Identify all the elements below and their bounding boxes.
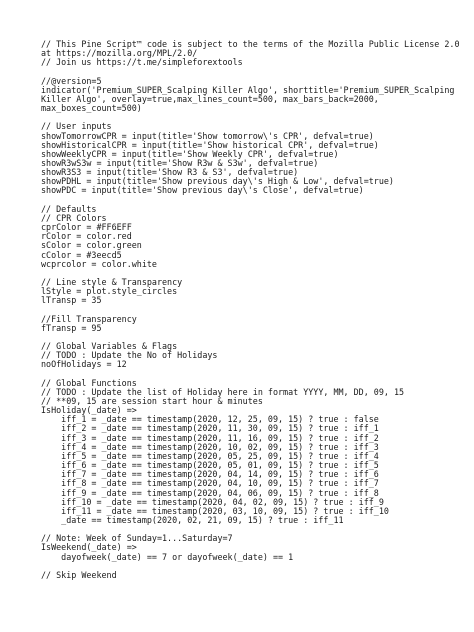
code-line: showR3S3 = input(title='Show R3 & S3', defval=true) <box>41 167 299 178</box>
code-line: // Line style & Transparency <box>41 277 183 287</box>
code-line: iff_3 = _date == timestamp(2020, 11, 16, 09, 15) ? true : iff_2 <box>41 432 379 443</box>
code-line: IsWeekend(_date) => <box>41 542 137 553</box>
code-line: iff_10 = _date == timestamp(2020, 04, 02, 09, 15) ? true : iff_9 <box>41 496 384 507</box>
code-line: max_boxes_count=500) <box>41 103 142 114</box>
code-line: lStyle = plot.style_circles <box>41 286 178 297</box>
code-line: at https://mozilla.org/MPL/2.0/ <box>41 48 198 59</box>
code-line: // This Pine Script™ code is subject to the terms of the Mozilla Public License 2.0 <box>41 39 460 49</box>
code-line: // Defaults <box>41 203 97 214</box>
code-line: fTransp = 95 <box>41 322 102 333</box>
code-line: //@version=5 <box>41 75 102 86</box>
code-line: // **09, 15 are session start hour & minutes <box>41 395 263 406</box>
code-line: iff_6 = _date == timestamp(2020, 05, 01, 09, 15) ? true : iff_5 <box>41 460 379 471</box>
code-line: // Join us https://t.me/simpleforextools <box>41 57 243 68</box>
code-line: _date == timestamp(2020, 02, 21, 09, 15) ? true : iff_11 <box>41 515 344 526</box>
code-line: showR3wS3w = input(title='Show R3w & S3w', defval=true) <box>41 158 319 168</box>
code-line: // Skip Weekend <box>41 569 117 580</box>
code-line: cColor = #3eecd5 <box>41 249 122 260</box>
code-line: showHistoricalCPR = input(title='Show historical CPR', defval=true) <box>41 139 379 150</box>
code-line: iff_8 = _date == timestamp(2020, 04, 10, 09, 15) ? true : iff_7 <box>41 478 379 489</box>
code-line: showTomorrowCPR = input(title='Show tomorrow\'s CPR', defval=true) <box>41 130 374 141</box>
code-line: wcprcolor = color.white <box>41 258 157 269</box>
code-line: // TODO : Update the list of Holiday here in format YYYY, MM, DD, 09, 15 <box>41 386 405 397</box>
code-line: sColor = color.green <box>41 240 142 251</box>
code-line: // Global Functions <box>41 377 137 388</box>
code-line: iff_4 = _date == timestamp(2020, 10, 02, 09, 15) ? true : iff_3 <box>41 441 379 452</box>
code-line: IsHoliday(_date) => <box>41 405 137 416</box>
code-line: iff_7 = _date == timestamp(2020, 04, 14, 09, 15) ? true : iff_6 <box>41 469 379 480</box>
code-line: //Fill Transparency <box>41 313 137 324</box>
code-line: indicator('Premium_SUPER_Scalping Killer Algo', shorttitle='Premium_SUPER_Scalping <box>41 84 455 95</box>
code-line: iff_9 = _date == timestamp(2020, 04, 06, 09, 15) ? true : iff_8 <box>41 487 379 498</box>
code-line: Killer Algo', overlay=true,max_lines_count=500, max_bars_back=2000, <box>41 93 379 104</box>
code-line: noOfHolidays = 12 <box>41 359 127 370</box>
code-line: // TODO : Update the No of Holidays <box>41 350 218 361</box>
code-line <box>41 196 466 205</box>
code-line: cprColor = #FF6EFF <box>41 222 132 233</box>
code-line: showWeeklyCPR = input(title='Show Weekly CPR', defval=true) <box>41 148 339 159</box>
code-line: showPDC = input(title='Show previous day\'s Close', defval=true) <box>41 185 364 196</box>
code-line: iff_11 = _date == timestamp(2020, 03, 10, 09, 15) ? true : iff_10 <box>41 505 389 516</box>
code-line: // User inputs <box>41 121 112 132</box>
code-line: lTransp = 35 <box>41 295 102 306</box>
code-line: dayofweek(_date) == 7 or dayofweek(_date) == 1 <box>41 551 294 562</box>
code-listing <box>41 40 466 580</box>
code-line: // CPR Colors <box>41 212 107 223</box>
code-line: rColor = color.red <box>41 231 132 242</box>
code-line: // Global Variables & Flags <box>41 341 178 352</box>
code-line <box>41 67 466 76</box>
code-line: // Note: Week of Sunday=1...Saturday=7 <box>41 533 233 544</box>
code-line: iff_2 = _date == timestamp(2020, 11, 30, 09, 15) ? true : iff_1 <box>41 423 379 434</box>
code-line: iff_5 = _date == timestamp(2020, 05, 25, 09, 15) ? true : iff_4 <box>41 450 379 461</box>
code-line: showPDHL = input(title='Show previous day\'s High & Low', defval=true) <box>41 176 394 187</box>
code-line: iff_1 = _date == timestamp(2020, 12, 25, 09, 15) ? true : false <box>41 414 379 425</box>
